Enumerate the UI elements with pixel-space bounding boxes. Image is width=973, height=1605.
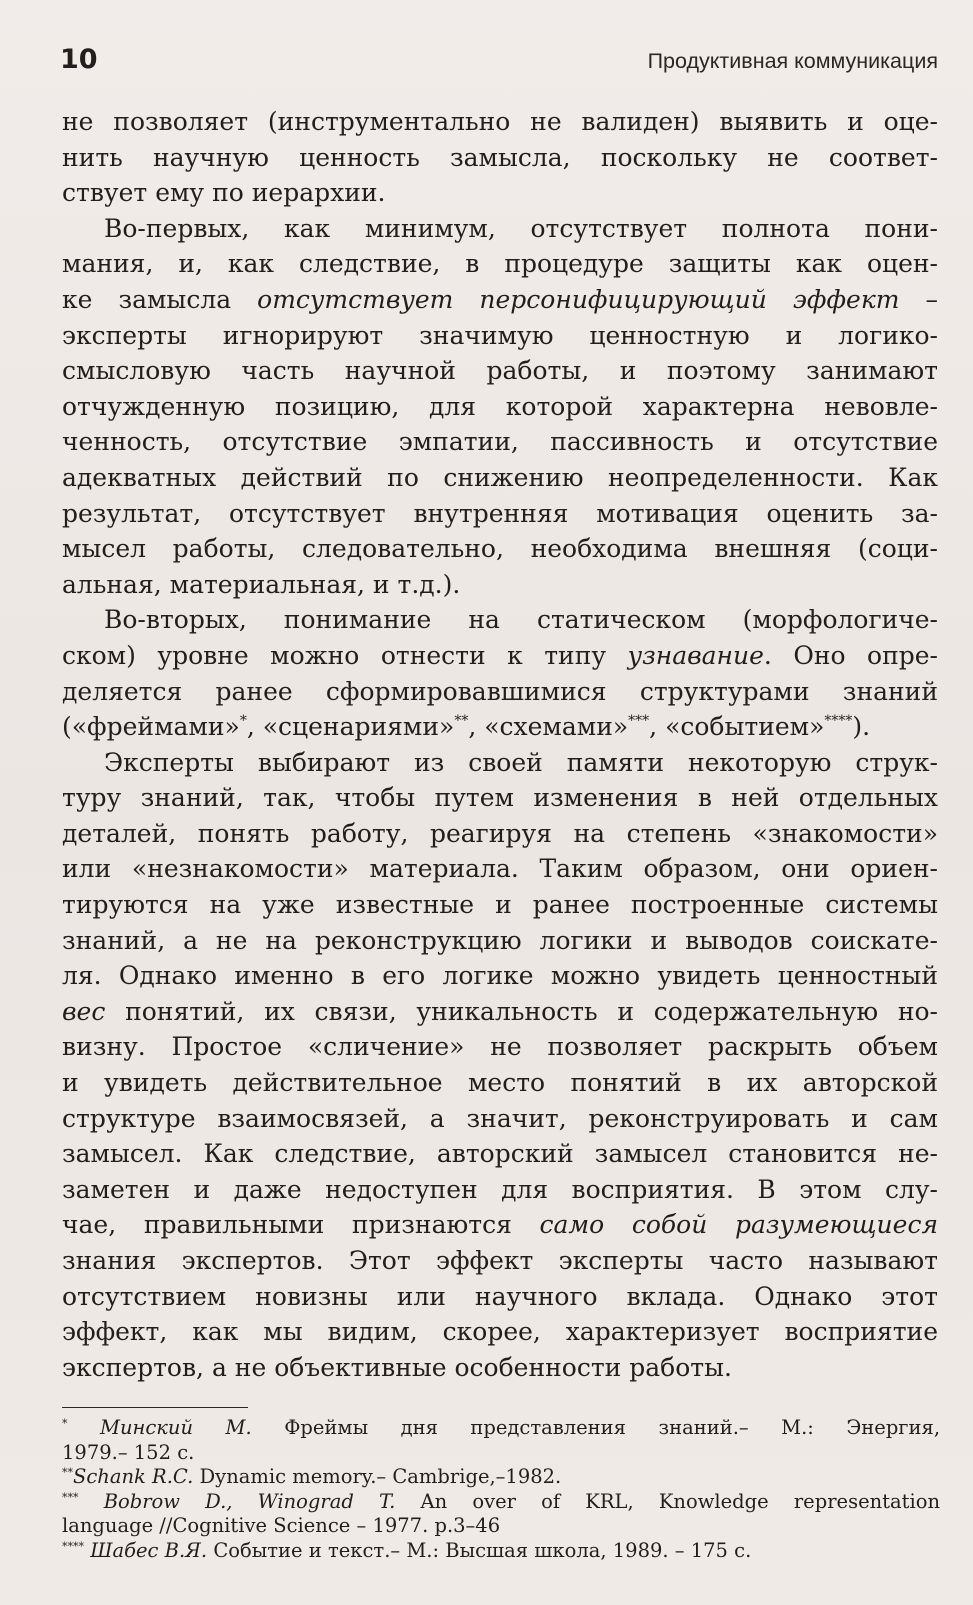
text-line: отсутствием новизны или научного вклада. Однако этот <box>62 1281 938 1311</box>
text-line: эффект, как мы видим, скорее, характеризует восприятие <box>62 1317 938 1347</box>
text-fragment: , «событием» <box>649 712 825 742</box>
text-line: туру знаний, так, чтобы путем изменения в ней отдельных <box>62 783 938 813</box>
page-header <box>60 42 938 82</box>
footnotes <box>62 1416 940 1564</box>
text-line: мания, и, как следствие, в процедуре защиты как оцен- <box>62 249 938 279</box>
footnote-3-cont: language //Cognitive Science – 1977. p.3–46 <box>62 1514 501 1538</box>
emphasis-text: отсутствует персонифицирующий эффект <box>257 284 900 314</box>
footnote-author: Минский М. <box>100 1416 252 1439</box>
footnote-text: An over of KRL, Knowledge representation <box>420 1489 941 1513</box>
text-line: структуре взаимосвязей, а значит, реконструировать и сам <box>62 1103 938 1133</box>
text-line: отчужденную позицию, для которой характерна невовле- <box>62 391 938 421</box>
footnote-ref: *** <box>628 713 650 730</box>
text-line: Во-первых, как минимум, отсутствует полнота пони- <box>104 213 938 243</box>
footnote-author: Шабес В.Я. <box>90 1538 208 1562</box>
running-title: Продуктивная коммуникация <box>647 49 938 73</box>
footnote-divider <box>62 1407 248 1408</box>
footnote-mark: *** <box>62 1490 79 1504</box>
text-line: ля. Однако именно в его логике можно увидеть ценностный <box>62 961 938 991</box>
paragraph-3 <box>62 602 938 744</box>
text-fragment: ке замысла <box>62 284 232 314</box>
footnote-1-cont: 1979.– 152 с. <box>62 1440 195 1464</box>
footnote-text: Фреймы дня представления знаний.– М.: Энергия, <box>284 1416 941 1439</box>
text-line: знания экспертов. Этот эффект эксперты часто называют <box>62 1246 938 1275</box>
footnote-ref: ** <box>454 713 469 730</box>
text-line: замысел. Как следствие, авторский замысел становится не- <box>62 1139 938 1169</box>
text-line <box>62 638 938 674</box>
footnote-text: Событие и текст.– М.: Высшая школа, 1989. – 175 с. <box>213 1538 752 1562</box>
text-line: адекватных действий по снижению неопределенности. Как <box>62 462 938 492</box>
footnote-author: Schank R.C. <box>73 1465 194 1489</box>
text-line: тируются на уже известные и ранее построенные системы <box>62 890 938 920</box>
emphasis-text: само собой разумеющиеся <box>539 1210 938 1240</box>
text-line: и увидеть действительное место понятий в их авторской <box>62 1068 938 1098</box>
text-line: нить научную ценность замысла, поскольку не соответ- <box>62 142 938 172</box>
text-line <box>62 709 938 745</box>
footnote-1 <box>62 1416 940 1441</box>
text-fragment: , «схемами» <box>468 712 629 742</box>
text-fragment: – <box>925 284 939 314</box>
text-line: альная, материальная, и т.д.). <box>62 569 461 599</box>
text-line: эксперты игнорируют значимую ценностную и логико- <box>62 320 938 350</box>
text-line: Эксперты выбирают из своей памяти некоторую струк- <box>104 747 938 777</box>
text-fragment: чае, правильными признаются <box>62 1210 512 1240</box>
footnote-2 <box>62 1465 940 1490</box>
text-line <box>62 1207 938 1243</box>
text-fragment: . Оно опре- <box>763 640 938 670</box>
text-line: знаний, а не на реконструкцию логики и выводов соискате- <box>62 925 938 955</box>
text-fragment: понятий, их связи, уникальность и содержательную но- <box>125 996 938 1026</box>
text-fragment: («фреймами» <box>62 712 240 742</box>
emphasis-text: узнавание <box>627 640 764 670</box>
footnote-text: Dynamic memory.– Cambrige,–1982. <box>199 1465 562 1489</box>
footnote-3 <box>62 1490 940 1515</box>
paragraph-2 <box>62 211 938 603</box>
text-fragment: , «сценариями» <box>246 712 455 742</box>
text-line: не позволяет (инструментально не валиден) выявить и оце- <box>62 107 938 136</box>
text-line: мысел работы, следовательно, необходима внешняя (соци- <box>62 534 938 564</box>
footnote-ref: * <box>239 713 247 730</box>
text-line: смысловую часть научной работы, и поэтому занимают <box>62 356 938 386</box>
text-line: ствует ему по иерархии. <box>62 178 386 208</box>
footnote-ref: **** <box>824 713 853 730</box>
footnote-4 <box>62 1539 940 1564</box>
text-line <box>62 994 938 1030</box>
paragraph-4 <box>62 745 938 1386</box>
text-line <box>62 282 938 318</box>
main-text <box>62 104 938 1385</box>
text-fragment: ). <box>852 712 871 742</box>
emphasis-text: вес <box>62 996 106 1026</box>
footnote-mark: **** <box>62 1539 84 1553</box>
text-line: или «незнакомости» материала. Таким образом, они ориен- <box>62 854 938 884</box>
text-line: экспертов, а не объективные особенности работы. <box>62 1352 732 1382</box>
text-line: Во-вторых, понимание на статическом (морфологиче- <box>104 605 938 635</box>
text-line: ченность, отсутствие эмпатии, пассивность и отсутствие <box>62 427 938 457</box>
text-fragment: ском) уровне можно отнести к типу <box>62 640 607 670</box>
text-line: деляется ранее сформировавшимися структурами знаний <box>62 676 938 706</box>
footnote-mark: ** <box>62 1466 73 1480</box>
text-line: деталей, понять работу, реагируя на степень «знакомости» <box>62 818 938 848</box>
page-number: 10 <box>60 44 98 75</box>
text-line: результат, отсутствует внутренняя мотивация оценить за- <box>62 498 938 528</box>
footnote-author: Bobrow D., Winograd T. <box>103 1489 396 1513</box>
text-line: заметен и даже недоступен для восприятия. В этом слу- <box>62 1174 938 1204</box>
text-line: визну. Простое «сличение» не позволяет раскрыть объем <box>62 1032 938 1062</box>
footnote-mark: * <box>62 1417 68 1430</box>
paragraph-1 <box>62 104 938 211</box>
